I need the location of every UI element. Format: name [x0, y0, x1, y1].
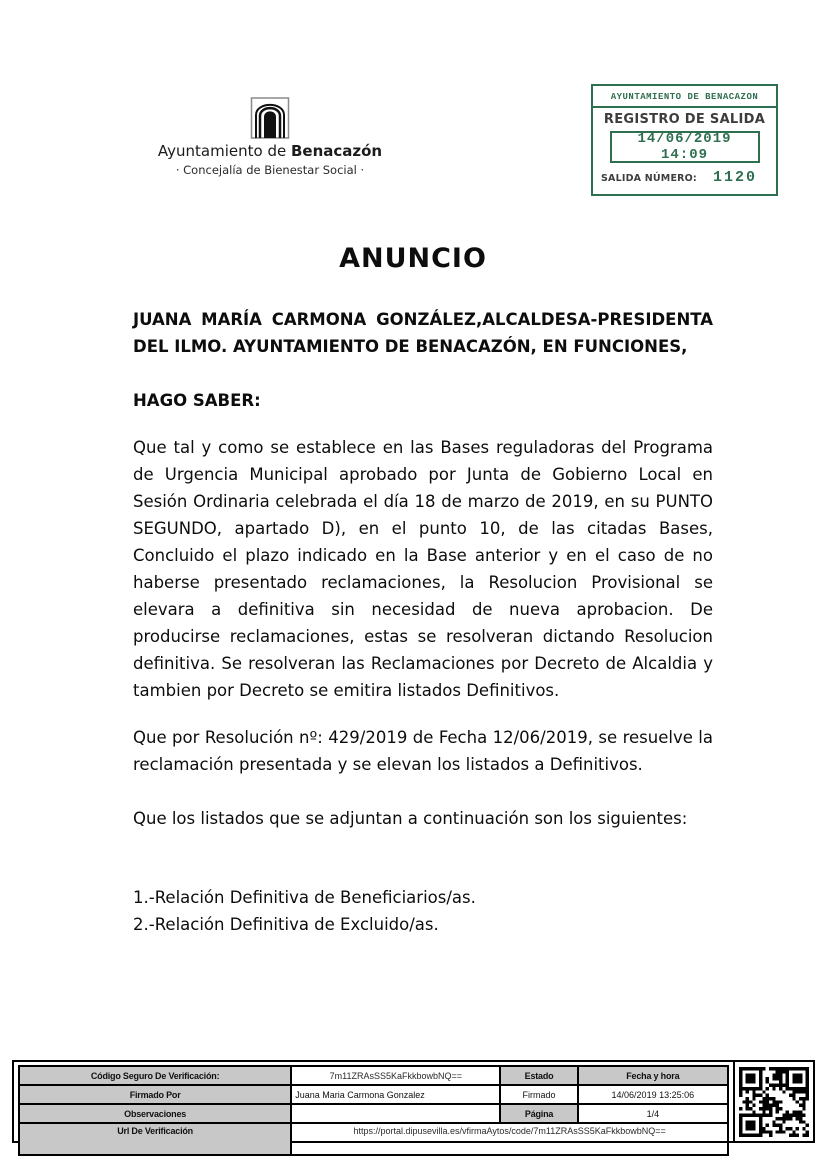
paragraph-hago-saber: HAGO SABER: — [133, 391, 261, 410]
qr-code-wrap — [733, 1062, 813, 1141]
url-value: https://portal.dipusevilla.es/vfirmaAytos/code/7m11ZRAsSS5KaFkkbowbNQ== — [291, 1123, 728, 1155]
moorish-arch-icon — [250, 93, 290, 139]
stamp-org-name: AYUNTAMIENTO DE BENACAZON — [593, 86, 776, 108]
fecha-label: Fecha y hora — [578, 1066, 728, 1085]
observaciones-label: Observaciones — [19, 1104, 291, 1123]
paragraph-body-3: Que los listados que se adjuntan a continuación son los siguientes: — [133, 809, 688, 828]
paragraph-intro: JUANA MARÍA CARMONA GONZÁLEZ,ALCALDESA-PRESIDENTA DEL ILMO. AYUNTAMIENTO DE BENACAZÓN, EN FUNCIONES, — [133, 310, 713, 356]
table-row — [19, 1085, 728, 1104]
stamp-number: 1120 — [712, 169, 757, 186]
pagina-label: Página — [500, 1104, 577, 1123]
url-label: Url De Verificación — [19, 1123, 291, 1155]
list-item-1: 1.-Relación Definitiva de Beneficiarios/as. — [133, 888, 476, 907]
page-title: ANUNCIO — [339, 243, 487, 274]
paragraph-body-1: Que tal y como se establece en las Bases reguladoras del Programa de Urgencia Municipal aprobado por Junta de Gobierno Local en Sesión Ordinaria celebrada el día 18 de marzo de 2019, en su PUNTO SEGUNDO, apartado D), en el punto 10, de las citadas Bases, Concluido el plazo indicado en la Base anterior y en el caso de no haberse presentado reclamaciones, la Resolucion Provisional se elevara a definitiva sin necesidad de nueva aprobacion. De producirse reclamaciones, estas se resolveran dictando Resolucion definitiva. Se resolveran las Reclamaciones por Decreto de Alcaldia y tambien por Decreto se emitira listados Definitivos. — [133, 438, 713, 700]
qr-code-icon — [739, 1067, 809, 1137]
verification-table-wrap — [14, 1062, 733, 1141]
stamp-number-row — [593, 163, 776, 186]
estado-label: Estado — [500, 1066, 577, 1085]
csv-value: 7m11ZRAsSS5KaFkkbowbNQ== — [291, 1066, 500, 1085]
org-subtitle: · Concejalía de Bienestar Social · — [175, 163, 365, 177]
list-item-2: 2.-Relación Definitiva de Excluido/as. — [133, 915, 439, 934]
stamp-datetime-box — [610, 131, 760, 163]
firmado-por-label: Firmado Por — [19, 1085, 291, 1104]
firmado-por-value: Juana Maria Carmona Gonzalez — [291, 1085, 500, 1104]
pagina-value: 1/4 — [578, 1104, 728, 1123]
org-name-prefix: Ayuntamiento de — [157, 142, 291, 160]
verification-table — [18, 1065, 729, 1156]
stamp-number-label: SALIDA NÚMERO: — [601, 173, 697, 184]
observaciones-value — [291, 1104, 500, 1123]
fecha-value: 14/06/2019 13:25:06 — [578, 1085, 728, 1104]
table-row — [19, 1066, 728, 1085]
table-row — [19, 1123, 728, 1155]
signature-footer — [12, 1060, 815, 1143]
stamp-datetime: 14/06/2019 14:09 — [637, 131, 732, 163]
stamp-registry-title: REGISTRO DE SALIDA — [603, 112, 766, 127]
paragraph-body-2: Que por Resolución nº: 429/2019 de Fecha 12/06/2019, se resuelve la reclamación presentada y se elevan los listados a Definitivos. — [133, 728, 713, 774]
registry-stamp — [591, 84, 778, 196]
table-row — [19, 1104, 728, 1123]
org-name — [150, 142, 390, 160]
estado-value: Firmado — [500, 1085, 577, 1104]
csv-label: Código Seguro De Verificación: — [19, 1066, 291, 1085]
document-body — [133, 306, 713, 938]
org-name-bold: Benacazón — [290, 142, 383, 160]
header-logo — [150, 93, 390, 177]
